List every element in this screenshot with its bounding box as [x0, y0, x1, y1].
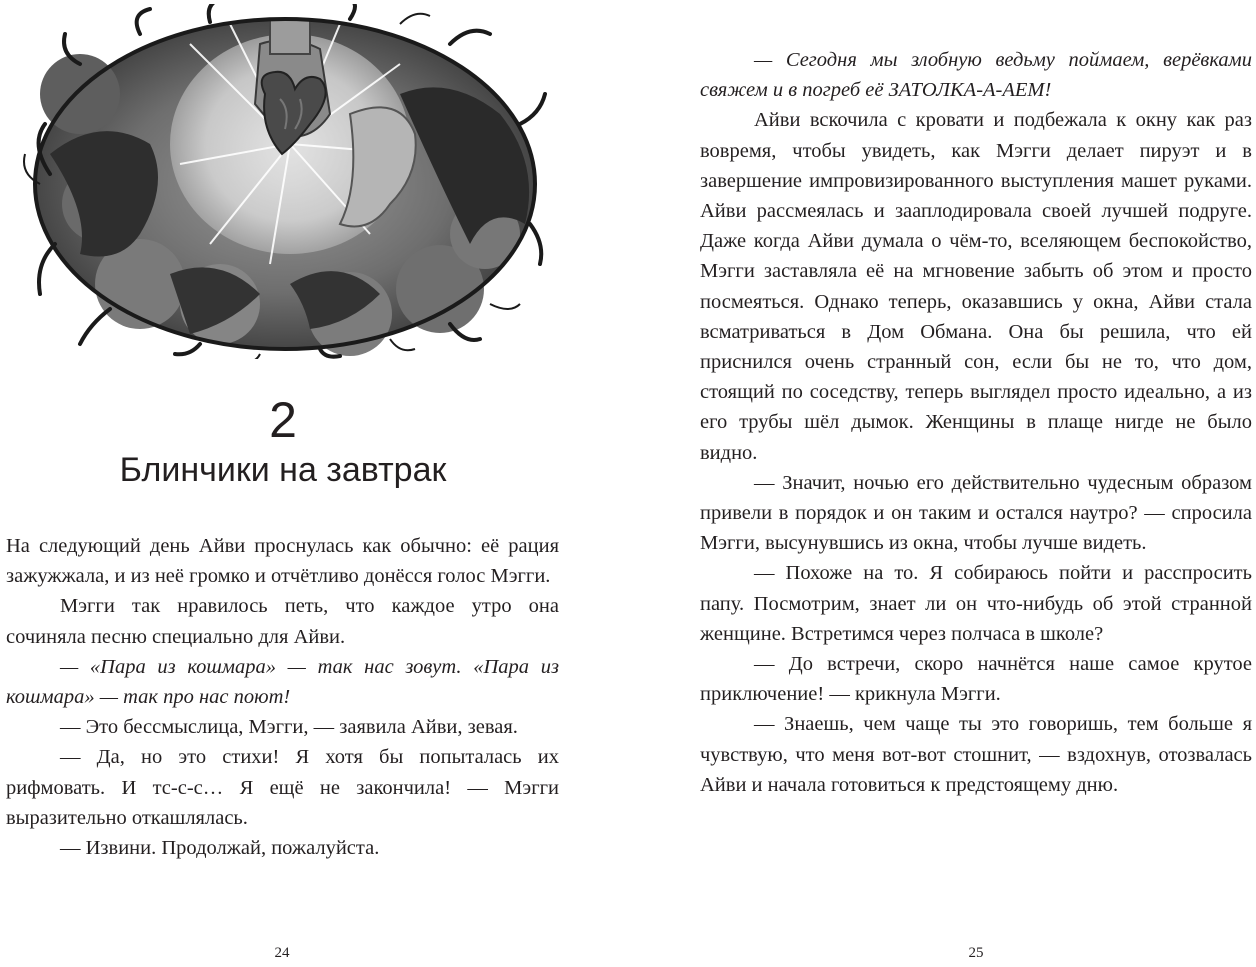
paragraph: — Знаешь, чем чаще ты это говоришь, тем больше я чувствую, что меня вот-вот стошнит, — вздохнув, отозвалась Айви и начала готовиться к предстоящему дню. — [700, 713, 1252, 796]
chapter-number: 2 — [269, 392, 297, 448]
paragraph: — Извини. Продолжай, пожалуйста. — [60, 837, 380, 860]
paragraph: Айви вскочила с кровати и подбежала к окну как раз вовремя, чтобы увидеть, как Мэгги делает пируэт и в завершение импровизированного выступления машет руками. Айви рассмеялась и зааплодировала своей лучшей подруге. Даже когда Айви думала о чём-то, вселяющем беспокойство, Мэгги заставляла её на мгновение забыть об этом и просто посмеяться. Однако теперь, оказавшись у окна, Айви стала всматриваться в Дом Обмана. Она бы решила, что ей приснился очень странный сон, если бы не то, что дом, стоящий по соседству, теперь выглядел просто идеально, а из его трубы шёл дымок. Женщины в плаще нигде не было видно. — [700, 109, 1252, 464]
paragraph: Мэгги так нравилось петь, что каждое утро она сочиняла песню специально для Айви. — [6, 595, 559, 648]
paragraph: На следующий день Айви проснулась как обычно: её рация зажужжала, и из неё громко и отчётливо донёсся голос Мэгги. — [6, 535, 559, 588]
paragraph: — Похоже на то. Я собираюсь пойти и расспросить папу. Посмотрим, знает ли он что-нибудь об этой странной женщине. Встретимся через полчаса в школе? — [700, 562, 1252, 645]
paragraph: — Это бессмыслица, Мэгги, — заявила Айви, зевая. — [60, 716, 518, 739]
chapter-title: Блинчики на завтрак — [119, 451, 447, 489]
left-body-text — [6, 531, 559, 863]
page-number: 24 — [274, 945, 290, 961]
page-number: 25 — [968, 945, 984, 961]
paragraph: — Значит, ночью его действительно чудесным образом привели в порядок и он таким и остался наутро? — спросила Мэгги, высунувшись из окна, чтобы лучше видеть. — [700, 471, 1252, 555]
paragraph: — Сегодня мы злобную ведьму поймаем, верёвками свяжем и в погреб её ЗАТОЛКА-А-АЕМ! — [700, 49, 1252, 102]
paragraph: — Да, но это стихи! Я хотя бы попыталась их рифмовать. И тс-с-с… Я ещё не закончила! — Мэгги выразительно откашлялась. — [6, 746, 559, 829]
chapter-illustration — [20, 4, 550, 359]
right-body-text — [700, 45, 1252, 800]
paragraph: — До встречи, скоро начнётся наше самое крутое приключение! — крикнула Мэгги. — [700, 653, 1252, 706]
paragraph: — «Пара из кошмара» — так нас зовут. «Пара из кошмара» — так про нас поют! — [6, 655, 559, 709]
right-page — [628, 0, 1256, 967]
